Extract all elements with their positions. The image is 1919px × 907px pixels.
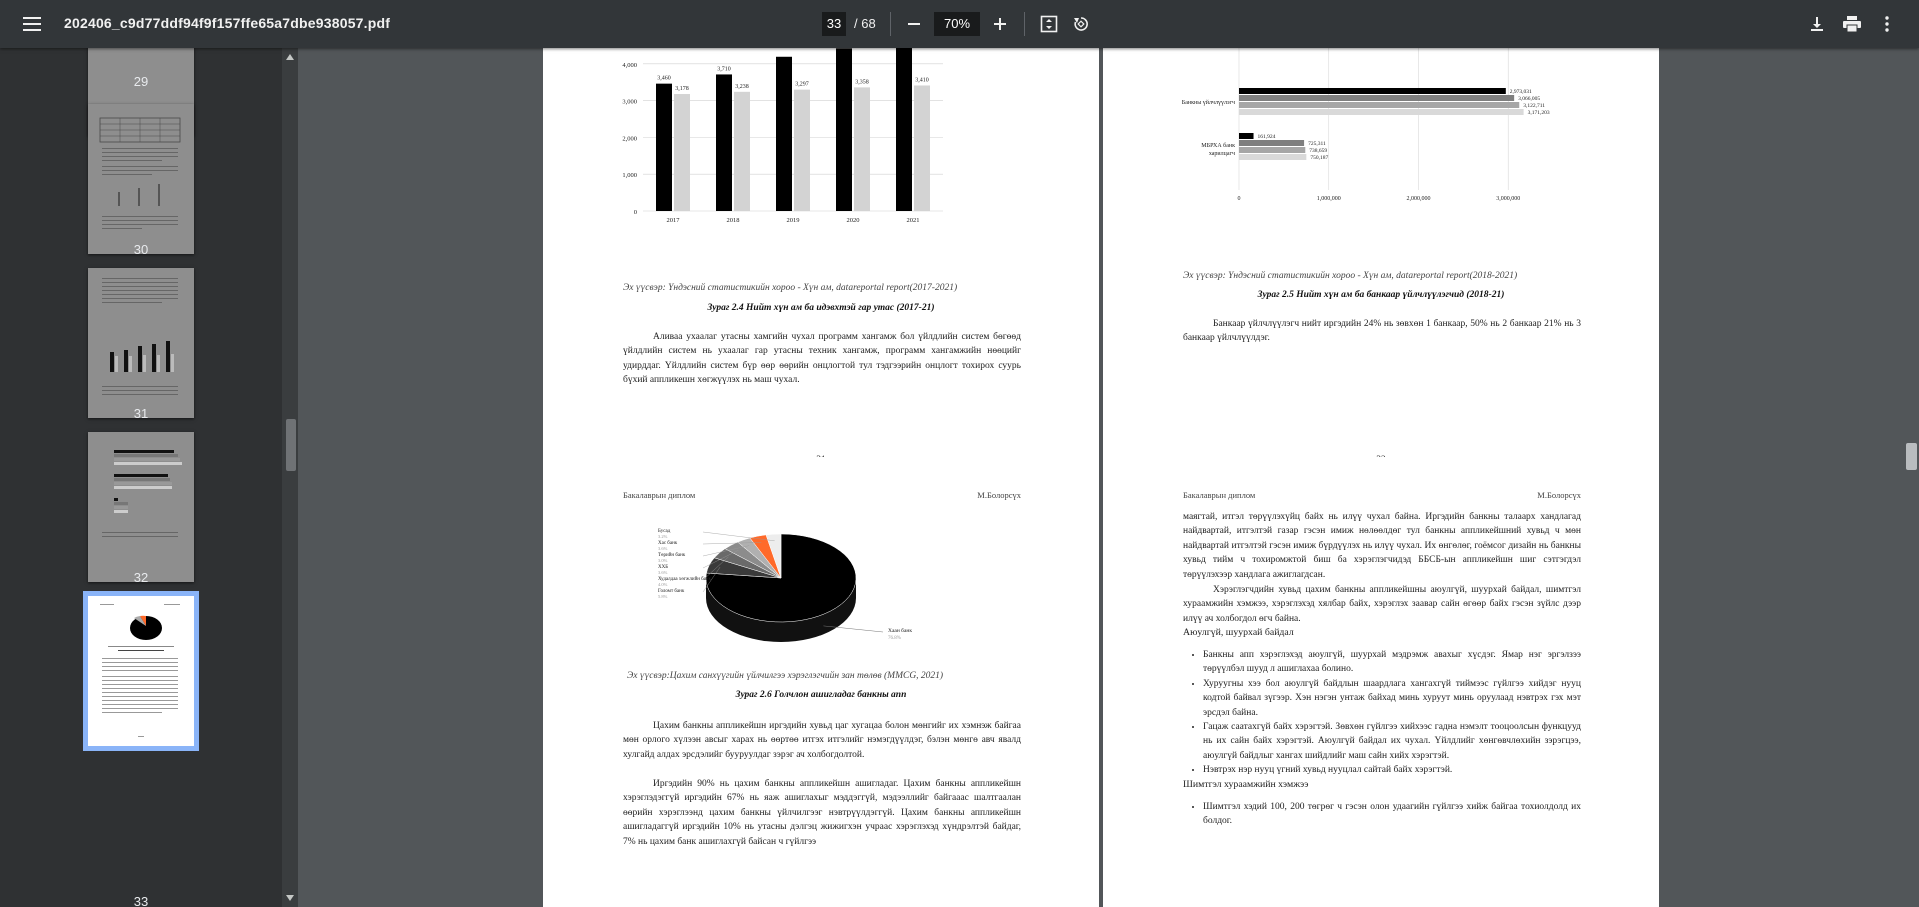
zoom-in-button[interactable]	[988, 12, 1012, 36]
thumbnail-sidebar	[0, 48, 282, 907]
x-tick-label: 2020	[846, 217, 860, 224]
thumbnail-label: 29	[133, 74, 149, 89]
bullet-list	[1187, 800, 1581, 829]
data-label: 738,659	[1309, 148, 1328, 154]
more-options-icon[interactable]	[1874, 11, 1900, 37]
x-tick-label: 0	[1237, 196, 1241, 202]
body-paragraph: Цахим банкны аппликейшн иргэдийн хувьд цаг хугацаа болон мөнгийг их хэмнэж байгаа мөн орлого хүлээн авсыг харах нь өөртөө итгэх итгэлийг нэмэгдүүлдэг, бэлэн мөнгө авч явалд хулгайд алдах эрсдэлийг бууруулдаг зэрэг ач холбогдолтой.	[623, 721, 1021, 760]
sidebar-scrollbar-thumb[interactable]	[286, 419, 296, 471]
y-tick-label: 3,000	[622, 98, 637, 106]
data-label: 161,924	[1257, 134, 1276, 140]
y-tick-label: 2,000	[622, 135, 637, 143]
x-tick-label: 2019	[786, 217, 800, 224]
bank-apps-pie-chart	[543, 512, 1099, 687]
thumbnail-label: 31	[133, 406, 149, 421]
section-subheading: Шимтгэл хураамжийн хэмжээ	[1183, 779, 1309, 790]
list-item: • Хуруугны хээ бол аюулгүй байдлын шаардлага хангахгүй тиймээс гүйлгээ хийдэг нууц кодтой байвал зүгээр. Хэн нэгэн унтаж байхад минь хуруут минь оруулаад нэвтрэх гэх мэт эрсдэл байна.	[1203, 677, 1581, 720]
bar	[914, 85, 930, 211]
print-icon[interactable]	[1838, 11, 1866, 37]
rotate-icon[interactable]	[1068, 11, 1094, 37]
pie-percent: 3.2%	[658, 534, 668, 539]
data-label: 3,710	[717, 66, 731, 73]
bar	[1239, 88, 1506, 94]
viewer-scrollbar-thumb[interactable]	[1906, 443, 1917, 470]
data-label: 3,238	[735, 83, 749, 90]
list-item: • Шимтгэл хэдий 100, 200 төгрөг ч гэсэн олон удаагийн гүйлгээ хийж байгаа тохиолдолд их болдог.	[1203, 800, 1581, 829]
y-category-label: МБРХА банк	[1201, 143, 1235, 149]
pdf-page-32	[1103, 48, 1659, 498]
bar	[896, 48, 912, 211]
thumbnail-label: 30	[133, 242, 149, 257]
body-paragraph: Иргэдийн 90% нь цахим банкны аппликейшн ашигладаг. Цахим банкны аппликейшн хэрэглэдэггүй иргэдийн 67% нь яаж ашиглахыг мэддэггүй, мэдээллийг байгааас шалтгаалан өөрийн хэрэглээнд цахим банкны үйлчилгээг нэвтрүүлдэггүй. Цахим банкны аппликейшн ашигладаггүй иргэдийн 10% нь утасны дэлгэц жижигхэн учраас хэрэглэхэд хүндрэлтэй байдаг, 7% нь цахим банк ашиглахгүй байсан ч гүйлгээ	[623, 779, 1021, 847]
data-label: 3,358	[855, 79, 869, 86]
running-header-right: М.Болорсүх	[1537, 490, 1581, 500]
figure-source: Эх үүсвэр:Цахим санхүүгийн үйлчилгээ хэрэглэгчийн зан төлөв (MMCG, 2021)	[627, 671, 944, 681]
figure-caption: Зураг 2.5 Нийт хүн ам ба банкаар үйлчлүүлэгчид (2018-21)	[1257, 290, 1505, 300]
y-tick-label: 1,000	[622, 172, 637, 180]
pdf-page-34	[1103, 457, 1659, 907]
bar	[1239, 102, 1519, 108]
data-label: 3,297	[795, 81, 809, 88]
bar	[1239, 147, 1305, 153]
section-subheading: Аюулгүй, шуурхай байдал	[1183, 627, 1294, 638]
thumbnail-label: 33	[133, 894, 149, 907]
bank-customers-chart	[1103, 48, 1659, 258]
data-label: 3,171,203	[1527, 110, 1550, 116]
list-item: • Гацаж саатахгүй байх хэрэгтэй. Зөвхөн гүйлгээ хийхээс гадна нэмэлт тооцоолсын функцууд нь их сайн байх хэрэгтэй. Аюулгүй байдал их чухал. Үйлдлийг хөнгөвчлөхийн зэрэгцээ, аюулгүй байдлыг хангах шийдлийг маш сайн хийх хэрэгтэй.	[1203, 720, 1581, 763]
pie-percent: 3.0%	[658, 558, 668, 563]
figure-source: Эх үүсвэр: Үндэсний статистикийн хороо - Хүн ам, datareportal report(2018-2021)	[1183, 271, 1518, 281]
menu-icon[interactable]	[14, 10, 50, 38]
bar	[1239, 140, 1304, 146]
page-thumbnail-30[interactable]	[88, 104, 194, 254]
body-paragraph: Аливаа ухаалаг утасны хамгийн чухал программ хангамж бол үйлдлийн систем бөгөөд үйлдлийн систем нь ухаалаг гар утасны техник хангамж, программ хангамжийн нөөцийг удирддаг. Үйлдлийн систем бүр өөр өөрийн онцлогтой тул тэдгээрийн онцлогт тохирох суурь бүхий аппликешн хөгжүүлэх нь маш чухал.	[623, 332, 1021, 386]
data-label: 750,187	[1310, 155, 1329, 161]
pie-percent: 3.6%	[658, 570, 668, 575]
bar	[1239, 154, 1306, 160]
toolbar-divider	[1024, 12, 1025, 36]
pie-label: Бусад	[658, 529, 671, 534]
running-header-left: Бакалаврын диплом	[1183, 490, 1256, 500]
population-phones-chart	[543, 48, 1099, 278]
y-category-label: харилцагч	[1208, 151, 1235, 157]
running-header-left: Бакалаврын диплом	[623, 490, 696, 500]
viewer-scrollbar[interactable]	[1904, 48, 1919, 907]
fit-to-page-icon[interactable]	[1036, 11, 1062, 37]
thumbnail-label: 32	[133, 570, 149, 585]
pdf-page-31	[543, 48, 1099, 498]
x-tick-label: 2021	[906, 217, 920, 224]
body-paragraph: Хэрэглэгчдийн хувьд цахим банкны аппликейшны аюулгүй, шуурхай байдал, шимтгэл хураамжийн хэмжээ, хэрэглэхэд хялбар байх, хэрэглэх заавар сайн өгөөр байх гэсэн зүйлс дээр илүү ач холбогдол өгч байна.	[1183, 585, 1581, 624]
bar	[794, 90, 810, 211]
figure-caption: Зураг 2.4 Нийт хүн ам ба идэвхтэй гар утас (2017-21)	[707, 303, 935, 313]
pie-label: Худалдаа хөгжлийн банк	[658, 577, 712, 582]
page-number-input[interactable]: 33	[822, 12, 846, 36]
document-viewer	[298, 48, 1919, 907]
page-thumbnail-32[interactable]	[88, 432, 194, 582]
pie-percent: 4.0%	[658, 582, 668, 587]
x-tick-label: 2,000,000	[1406, 196, 1431, 202]
pie-label: ХХБ	[658, 565, 669, 570]
zoom-out-button[interactable]	[902, 12, 926, 36]
y-tick-label: 4,000	[622, 61, 637, 69]
pie-percent: 5.8%	[658, 594, 668, 599]
y-tick-label: 0	[633, 209, 637, 216]
data-label: 3,066,005	[1518, 96, 1541, 102]
pie-percent: 76.8%	[888, 636, 901, 641]
figure-source: Эх үүсвэр: Үндэсний статистикийн хороо - Хүн ам, datareportal report(2017-2021)	[623, 283, 958, 293]
pie-percent: 3.6%	[658, 546, 668, 551]
zoom-level-input[interactable]: 70%	[934, 12, 980, 36]
data-label: 2,973,031	[1509, 89, 1532, 95]
page-thumbnail-33[interactable]	[88, 596, 194, 746]
x-tick-label: 3,000,000	[1496, 196, 1521, 202]
x-tick-label: 2017	[666, 217, 680, 224]
bullet-list	[1187, 648, 1581, 778]
document-title: 202406_c9d77ddf94f9f157ffe65a7dbe938057.pdf	[64, 15, 391, 31]
bar	[734, 92, 750, 211]
pie-label: Хаан банк	[888, 628, 913, 634]
x-tick-label: 1,000,000	[1316, 196, 1341, 202]
bar	[776, 57, 792, 211]
bar	[716, 74, 732, 211]
body-paragraph: Банкаар үйлчлүүлэгч нийт иргэдийн 24% нь зөвхөн 1 банкаар, 50% нь 2 банкаар 21% нь 3 банкаар үйлчлүүлдэг.	[1183, 319, 1581, 344]
figure-caption: Зураг 2.6 Голчлон ашигладаг банкны апп	[735, 690, 907, 700]
bar	[1239, 95, 1514, 101]
bar	[854, 87, 870, 211]
bar	[656, 84, 672, 211]
list-item: • Нэвтрэх нэр нууц үгний хувьд нууцлал сайтай байх хэрэгтэй.	[1203, 763, 1581, 777]
x-tick-label: 2018	[726, 217, 740, 224]
running-header-right: М.Болорсүх	[977, 490, 1021, 500]
sidebar-scrollbar[interactable]	[282, 48, 298, 907]
pdf-toolbar	[0, 0, 1919, 48]
pie-label: Голомт банк	[658, 589, 685, 594]
y-category-label: Банкны үйлчлүүлэгч	[1181, 100, 1235, 106]
list-item: • Банкны апп хэрэглэхэд аюулгүй, шуурхай мэдрэмж авахыг хүсдэг. Ямар нэг эргэлзээ төрүүлбэл шууд л ашиглахаа болино.	[1203, 648, 1581, 677]
data-label: 3,460	[657, 75, 671, 82]
body-paragraph: маягтай, итгэл төрүүлэхүйц байх нь илүү чухал байна. Иргэдийн банкны талаарх хандлагад найдвартай, итгэлтэй газар гэсэн имиж нөлөөлдөг тул банкны аппликейшний хувьд ч мөн найдвартай итгэлтэй гэсэн имиж бүрдүүлэх нь илүү чухал. Их өнгөлөг, гоёмсог дизайн нь банкны хувьд тийм ч тохиромжтой биш ба хэрэглэгчидэд ББСБ-ын аппликейшн шиг сэтгэгдэл төрүүлэхээр хандлага ажиглагдсан.	[1183, 512, 1581, 580]
page-thumbnail-31[interactable]	[88, 268, 194, 418]
data-label: 3,410	[915, 77, 929, 84]
page-total: / 68	[854, 16, 876, 31]
toolbar-divider	[890, 12, 891, 36]
bar	[1239, 133, 1254, 139]
bar	[1239, 109, 1524, 115]
pie-label: Хас банк	[658, 541, 678, 546]
data-label: 725,311	[1308, 141, 1326, 147]
download-icon[interactable]	[1804, 11, 1830, 37]
data-label	[1549, 48, 1571, 49]
bar	[836, 48, 852, 211]
pie-label: Төрийн банк	[658, 553, 686, 558]
data-label: 3,122,711	[1523, 103, 1546, 109]
bar	[674, 94, 690, 211]
pdf-page-33	[543, 457, 1099, 907]
data-label: 3,178	[675, 86, 689, 93]
scroll-up-arrow-icon[interactable]	[286, 54, 294, 60]
scroll-down-arrow-icon[interactable]	[286, 895, 294, 901]
